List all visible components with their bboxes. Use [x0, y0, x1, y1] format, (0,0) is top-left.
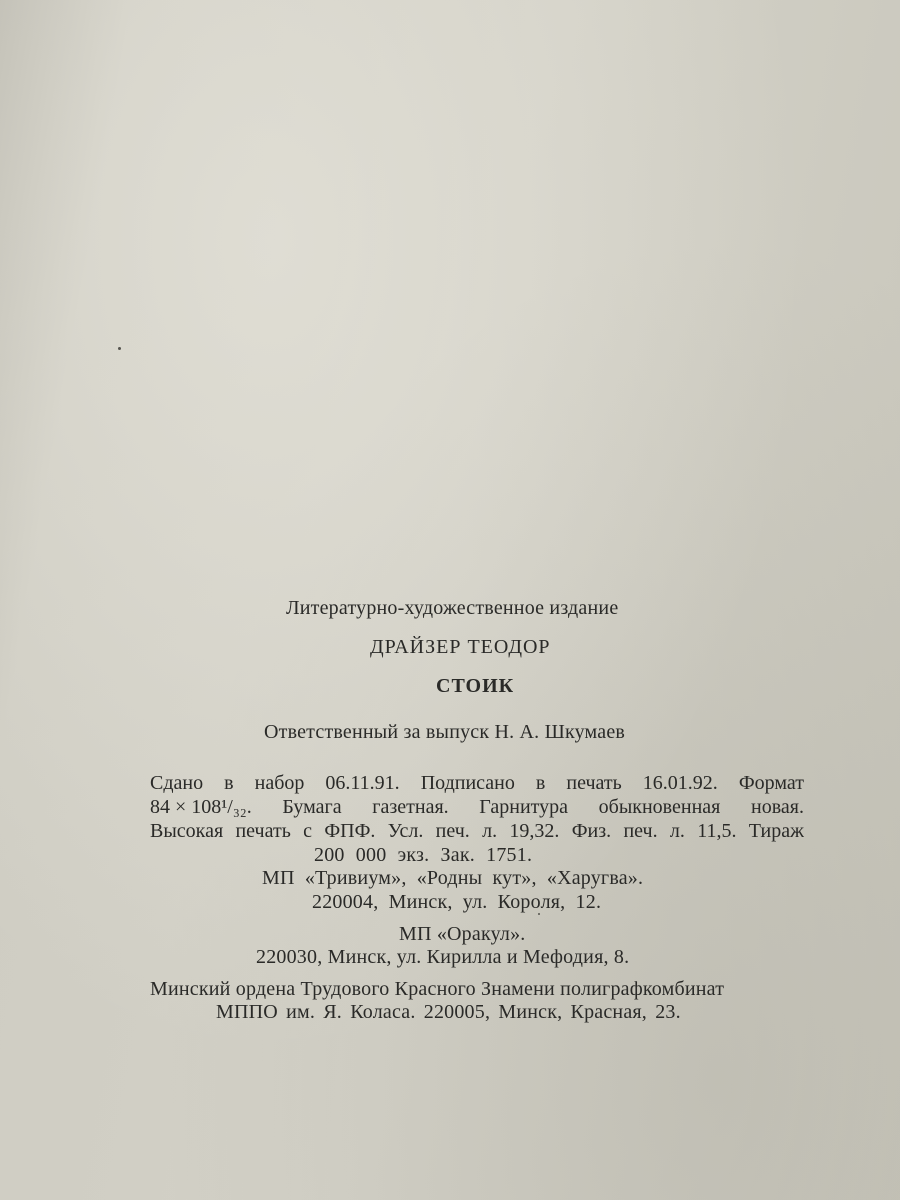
author-name: ДРАЙЗЕР ТЕОДОР — [370, 636, 551, 658]
edition-type: Литературно-художественное издание — [286, 597, 619, 619]
ink-speck — [118, 347, 121, 350]
responsible-editor: Ответственный за выпуск Н. А. Шкумаев — [264, 721, 626, 743]
publisher-1-name: МП «Тривиум», «Родны кут», «Харугва». — [262, 867, 644, 889]
print-run-order: 200 000 экз. Зак. 1751. — [314, 844, 533, 866]
publisher-1-address: 220004, Минск, ул. Короля, 12. — [312, 891, 602, 913]
publisher-2-address: 220030, Минск, ул. Кирилла и Мефодия, 8. — [256, 946, 630, 968]
publisher-2-name: МП «Оракул». — [399, 923, 526, 945]
printer-address: МППО им. Я. Коласа. 220005, Минск, Красная, 23. — [216, 1001, 681, 1023]
printer-name: Минский ордена Трудового Красного Знамени полиграфкомбинат — [150, 978, 725, 1000]
print-details-line-1: Сдано в набор 06.11.91. Подписано в печать 16.01.92. Формат — [150, 772, 804, 794]
print-details-line-3: Высокая печать с ФПФ. Усл. печ. л. 19,32. Физ. печ. л. 11,5. Тираж — [150, 820, 804, 842]
book-title: СТОИК — [436, 675, 515, 697]
print-details-line-2: 84 × 108¹/₃₂. Бумага газетная. Гарнитура обыкновенная новая. — [150, 796, 804, 818]
